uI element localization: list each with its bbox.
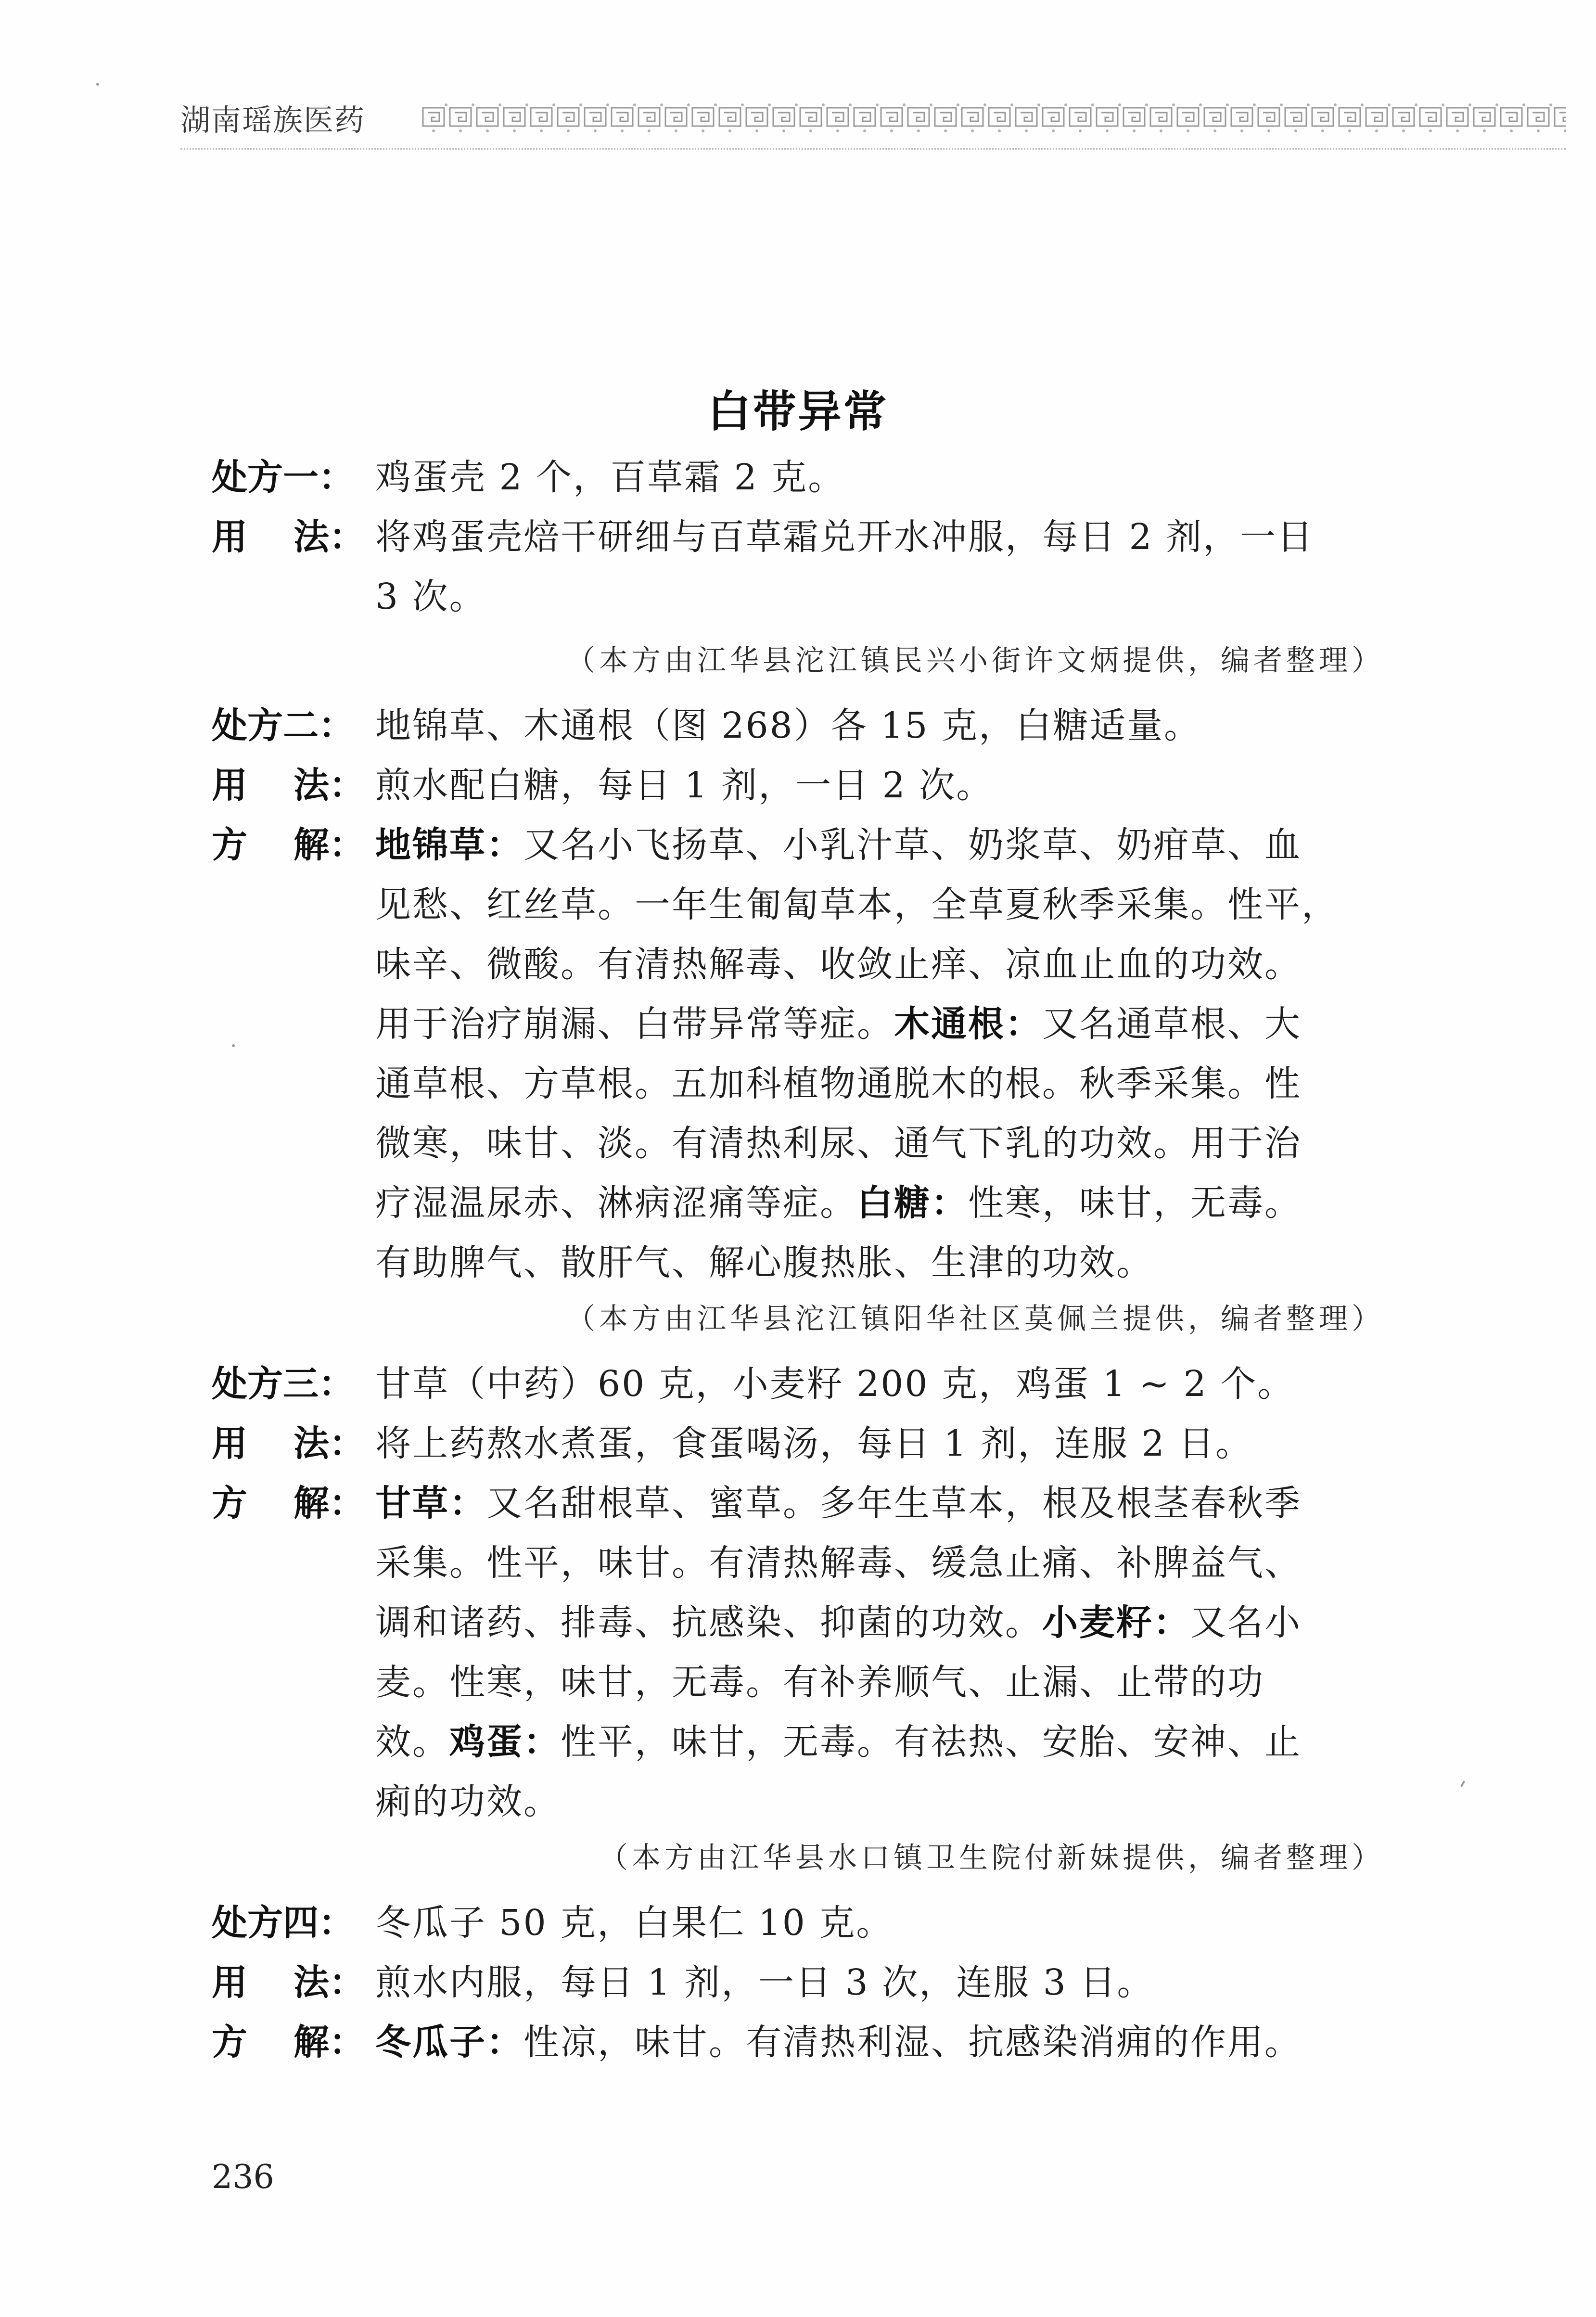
explanation-line: 微寒，味甘、淡。有清热利尿、通气下乳的功效。用于治 <box>375 1123 1302 1164</box>
explanation-label: 方 解： <box>212 2022 365 2063</box>
usage-line: 煎水配白糖，每日 1 剂，一日 2 次。 <box>375 765 994 806</box>
explanation-line: 麦。性寒，味甘，无毒。有补养顺气、止漏、止带的功 <box>375 1662 1264 1703</box>
running-header-title: 湖南瑶族医药 <box>180 102 366 138</box>
usage-label: 用 法： <box>212 516 365 558</box>
prescription-2-text: 地锦草、木通根（图 268）各 15 克，白糖适量。 <box>375 705 1201 746</box>
prescription-4-text: 冬瓜子 50 克，白果仁 10 克。 <box>375 1902 894 1944</box>
prescription-1-credit: （本方由江华县沱江镇民兴小街许文炳提供，编者整理） <box>566 644 1384 678</box>
explanation-label: 方 解： <box>212 824 365 866</box>
prescription-2-label: 处方二： <box>212 705 354 746</box>
explanation-line: 疗湿温尿赤、淋病涩痛等症。白糖：性寒，味甘，无毒。 <box>375 1182 1302 1224</box>
explanation-line: 痢的功效。 <box>375 1781 561 1822</box>
usage-label: 用 法： <box>212 1962 365 2003</box>
explanation-line: 见愁、红丝草。一年生匍匐草本，全草夏秋季采集。性平， <box>375 884 1339 925</box>
herb-term: 白糖： <box>857 1182 968 1224</box>
herb-term: 地锦草： <box>375 824 523 866</box>
prescription-1-label: 处方一： <box>212 457 354 498</box>
herb-term: 冬瓜子： <box>375 2022 523 2063</box>
usage-label: 用 法： <box>212 765 365 806</box>
herb-term: 甘草： <box>375 1483 486 1524</box>
explanation-label: 方 解： <box>212 1483 365 1524</box>
prescription-3-label: 处方三： <box>212 1363 354 1405</box>
usage-line: 将上药熬水煮蛋，食蛋喝汤，每日 1 剂，连服 2 日。 <box>375 1423 1253 1464</box>
herb-term: 小麦籽： <box>1042 1602 1190 1643</box>
header-dotted-rule <box>180 148 1566 150</box>
section-title: 白带异常 <box>707 386 889 437</box>
scan-speck <box>96 83 99 86</box>
usage-line: 3 次。 <box>375 576 486 617</box>
explanation-line: 通草根、方草根。五加科植物通脱木的根。秋季采集。性 <box>375 1063 1302 1104</box>
explanation-line: 采集。性平，味甘。有清热解毒、缓急止痛、补脾益气、 <box>375 1542 1302 1584</box>
prescription-3-text: 甘草（中药）60 克，小麦籽 200 克，鸡蛋 1 ~ 2 个。 <box>375 1363 1295 1405</box>
explanation-line: 甘草：又名甜根草、蜜草。多年生草本，根及根茎春秋季 <box>375 1483 1302 1524</box>
prescription-2-credit: （本方由江华县沱江镇阳华社区莫佩兰提供，编者整理） <box>566 1302 1384 1336</box>
explanation-line: 调和诸药、排毒、抗感染、抑菌的功效。小麦籽：又名小 <box>375 1602 1302 1643</box>
explanation-line: 用于治疗崩漏、白带异常等症。木通根：又名通草根、大 <box>375 1003 1302 1045</box>
usage-line: 将鸡蛋壳焙干研细与百草霜兑开水冲服，每日 2 剂，一日 <box>375 516 1315 558</box>
page-number: 236 <box>212 2158 274 2196</box>
herb-term: 木通根： <box>894 1003 1042 1045</box>
explanation-line: 冬瓜子：性凉，味甘。有清热利湿、抗感染消痈的作用。 <box>375 2022 1302 2063</box>
prescription-4-label: 处方四： <box>212 1902 354 1944</box>
prescription-1-text: 鸡蛋壳 2 个，百草霜 2 克。 <box>375 457 845 498</box>
explanation-line: 味辛、微酸。有清热解毒、收敛止痒、凉血止血的功效。 <box>375 944 1302 985</box>
herb-term: 鸡蛋： <box>449 1721 561 1763</box>
usage-label: 用 法： <box>212 1423 365 1464</box>
explanation-line: 地锦草：又名小飞扬草、小乳汁草、奶浆草、奶疳草、血 <box>375 824 1302 866</box>
header-ornament-border <box>421 101 1566 135</box>
scan-speck <box>1460 1780 1465 1787</box>
explanation-line: 有助脾气、散肝气、解心腹热胀、生津的功效。 <box>375 1242 1153 1283</box>
usage-line: 煎水内服，每日 1 剂，一日 3 次，连服 3 日。 <box>375 1962 1154 2003</box>
scan-speck <box>232 1044 235 1047</box>
prescription-3-credit: （本方由江华县水口镇卫生院付新妹提供，编者整理） <box>599 1841 1384 1875</box>
running-header <box>180 91 1566 149</box>
explanation-line: 效。鸡蛋：性平，味甘，无毒。有祛热、安胎、安神、止 <box>375 1721 1302 1763</box>
